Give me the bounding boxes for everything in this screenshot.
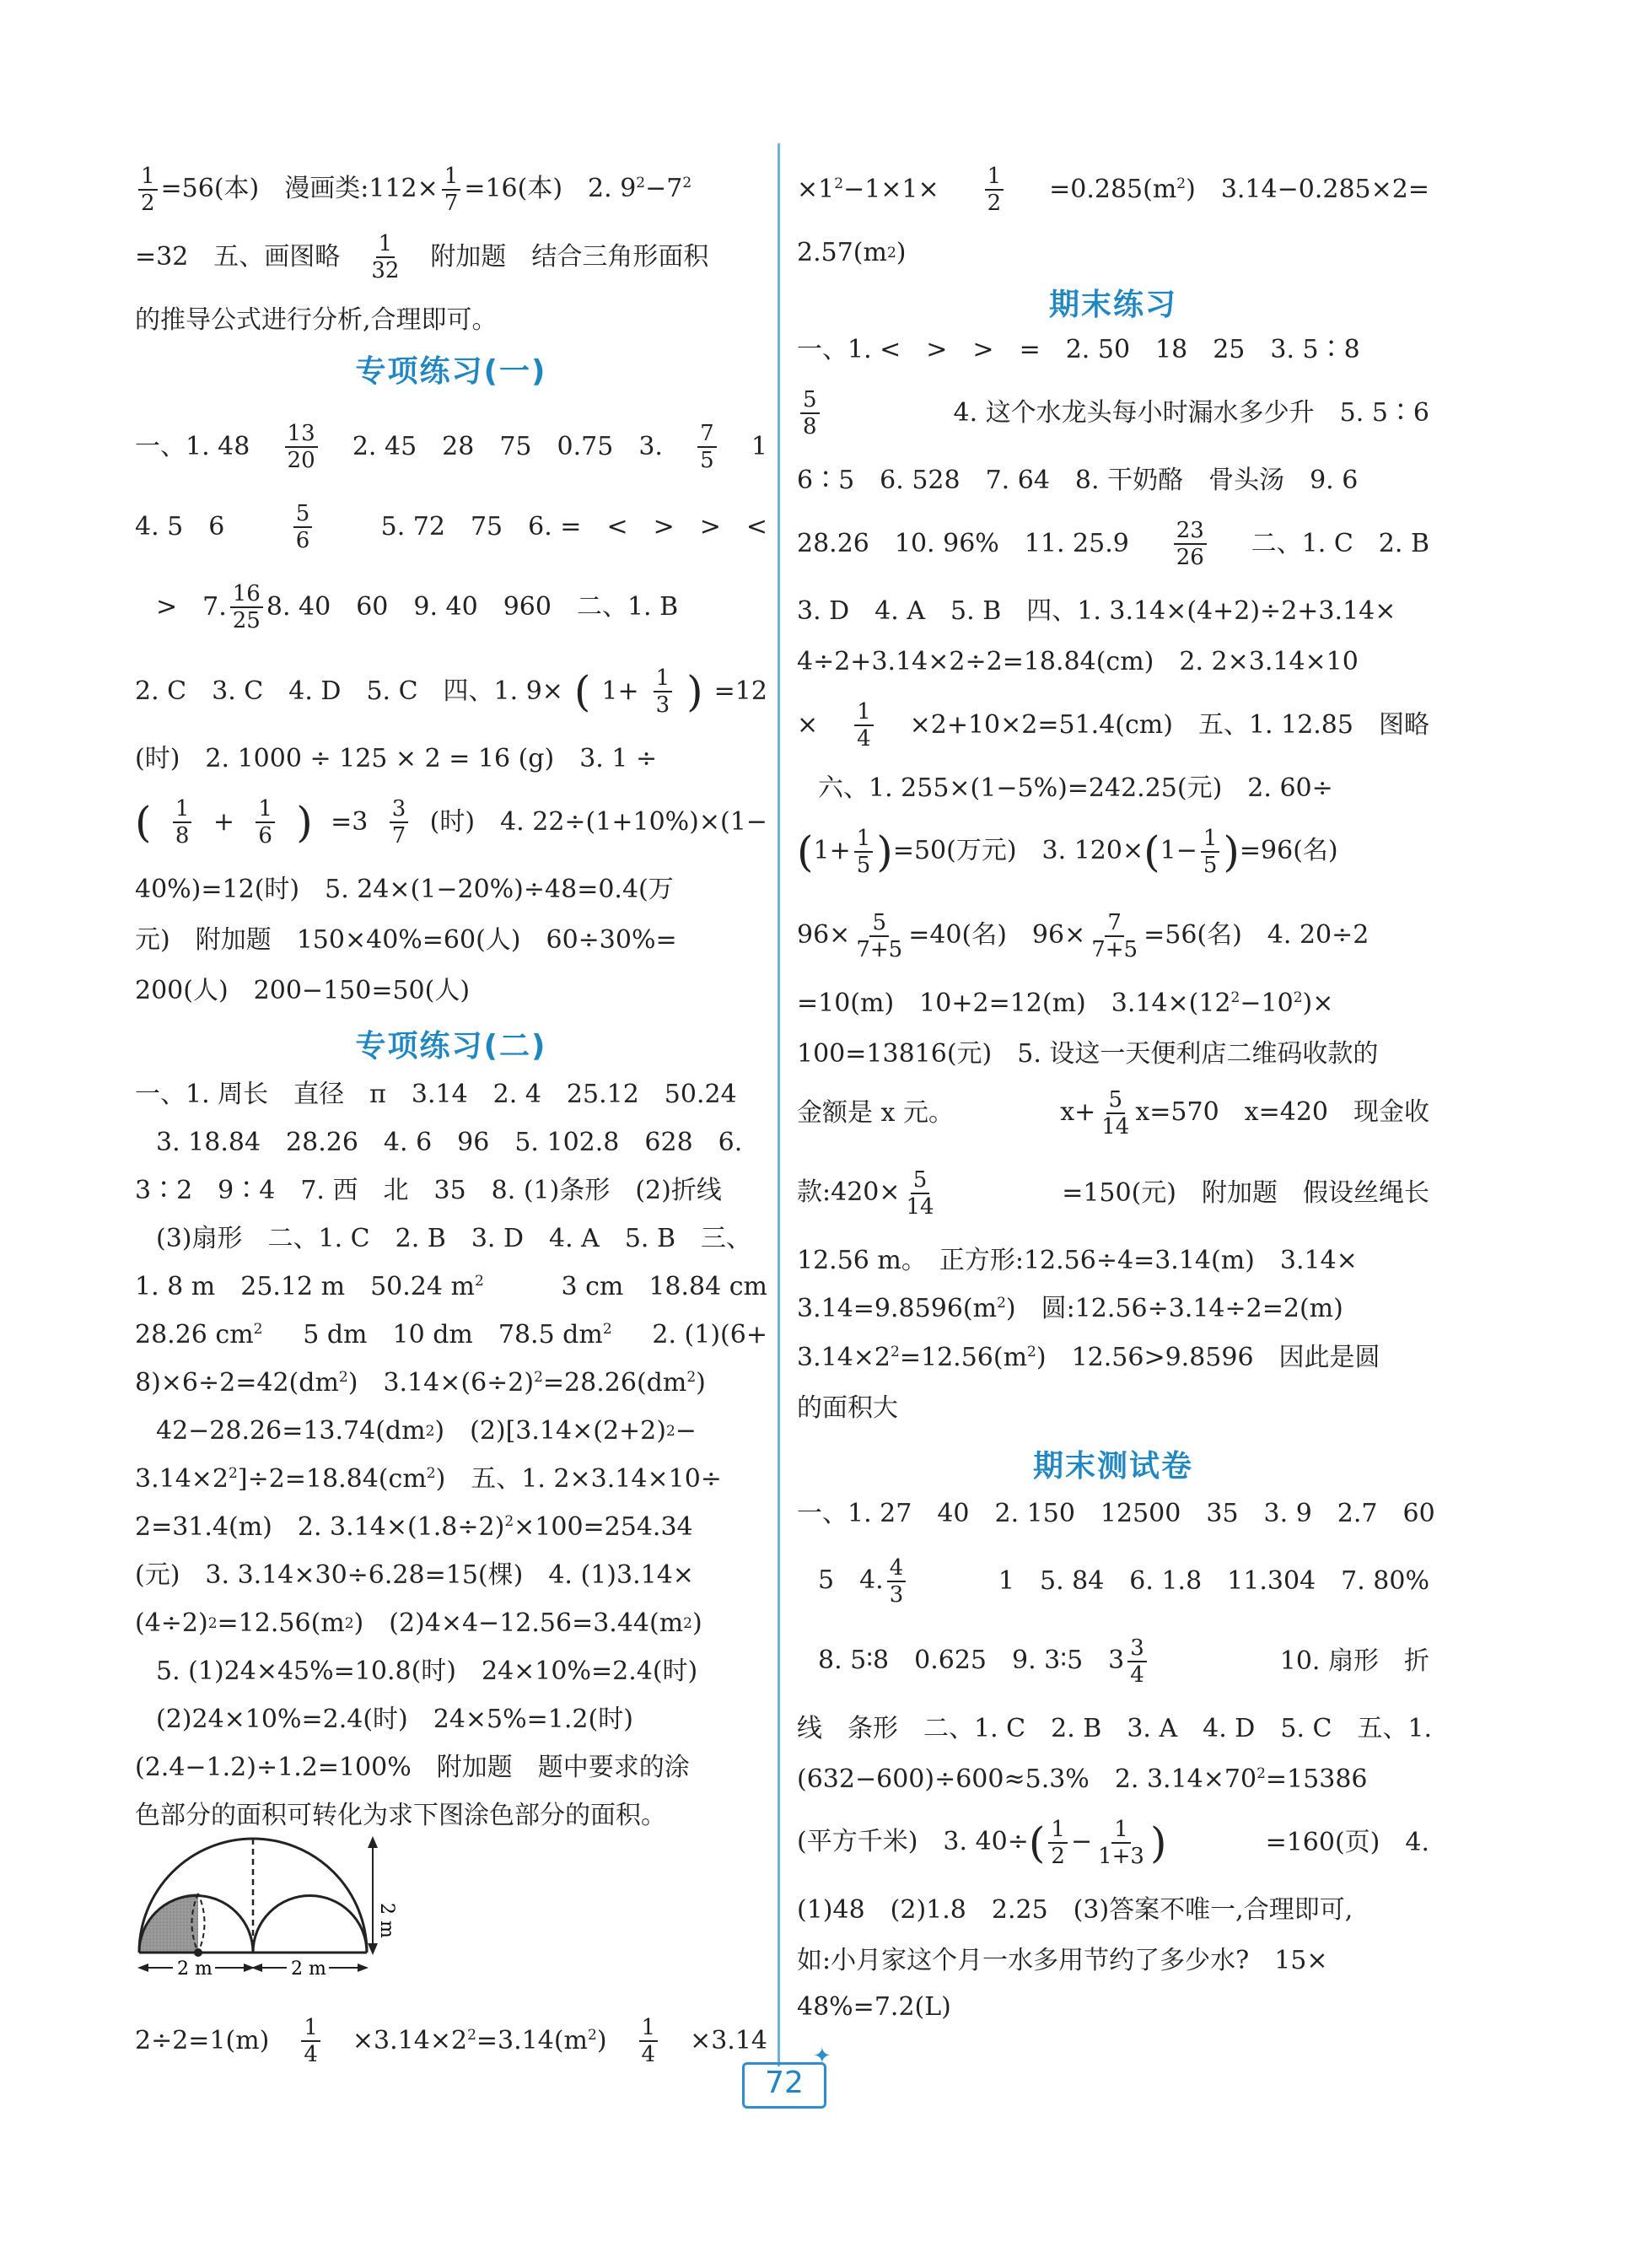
text-line: (2)24×10%=2.4(时) 24×5%=1.2(时) <box>156 1705 633 1734</box>
fraction: $\frac{3}{4}$ <box>1127 1635 1147 1688</box>
fraction: $\frac{1}{8}$ <box>173 796 192 848</box>
text-line: =32 五、画图略 $\frac{1}{32}$ 附加题 结合三角形面积 <box>135 231 709 283</box>
text-line: 款:420× $\frac{5}{14}$ =150(元) 附加题 假设丝绳长 <box>797 1167 1429 1220</box>
fraction: $\frac{7}{7+5}$ <box>1091 910 1138 962</box>
text-line: 一、1. 周长 直径 π 3.14 2. 4 25.12 50.24 <box>135 1080 737 1109</box>
fraction: $\frac{1}{6}$ <box>256 796 275 848</box>
text-line: 100=13816(元) 5. 设这一天便利店二维码收款的 <box>797 1039 1379 1069</box>
fraction: $\frac{1}{3}$ <box>654 665 673 718</box>
text-line: 96× $\frac{5}{7+5}$ =40(名) 96× $\frac{7}{7+5}$ =56(名) 4. 20÷2 <box>797 910 1369 962</box>
text-line: 3∶2 9∶4 7. 西 北 35 8. (1)条形 (2)折线 <box>135 1176 722 1205</box>
fraction: $\frac{1}{1+3}$ <box>1098 1817 1144 1869</box>
text-line: =10(m) 10+2=12(m) $3.14\times(12^2-10^2)\times$ <box>797 989 1334 1018</box>
semicircle-figure <box>135 1826 397 1980</box>
heading-special-1: 专项练习(一) <box>355 354 547 389</box>
text-line: 色部分的面积可转化为求下图涂色部分的面积。 <box>135 1801 666 1830</box>
text-line: 28.26 10. 96% 11. 25.9 $\frac{23}{26}$ 二、1. C 2. B <box>797 518 1429 570</box>
fraction: $\frac{1}{2}$ <box>1048 1817 1068 1869</box>
text-line: (平方千米) 3. 40÷( $\frac{1}{2}$ − $\frac{1}{1+3}$ ) =160(页) 4. <box>797 1817 1429 1869</box>
text-line: 3. 18.84 28.26 4. 6 96 5. 102.8 628 6. <box>156 1128 743 1157</box>
fraction: $\frac{1}{32}$ <box>371 231 400 283</box>
text-line: > 7. $\frac{16}{25}$ 8. 40 60 9. 40 960 二、1. B <box>156 581 679 633</box>
fraction: $\frac{5}{14}$ <box>1101 1087 1130 1139</box>
text-line: 元) 附加题 150×40%=60(人) 60÷30%= <box>135 925 677 955</box>
text-line: (3)扇形 二、1. C 2. B 3. D 4. A 5. B 三、 <box>156 1224 752 1253</box>
text-line: 2÷2=1(m) $\frac{1}{4}$ $\times 3.14\times 2^2=3.14(m^2)$ $\frac{1}{4}$ ×3.14 <box>135 2015 767 2067</box>
text-line: 48%=7.2(L) <box>797 1992 951 2022</box>
fraction: $\frac{4}{3}$ <box>887 1555 907 1608</box>
width-label-1: 2 m <box>177 1958 213 1980</box>
fraction: $\frac{1}{2}$ <box>138 164 158 216</box>
text-line: $3.14\times 2^2=12.56(m^2)$ 12.56>9.8596 因此是圆 <box>797 1343 1380 1372</box>
text-line: (1)48 (2)1.8 2.25 (3)答案不唯一,合理即可, <box>797 1895 1353 1925</box>
text-line: 的推导公式进行分析,合理即可。 <box>135 305 498 335</box>
text-line: $3.14\times 2^2]\div 2=18.84(cm^2)$ 五、1. 2×3.14×10÷ <box>135 1464 722 1494</box>
fraction: $\frac{16}{25}$ <box>230 581 263 633</box>
text-line: 2. C 3. C 4. D 5. C 四、1. 9× ( 1+ $\frac{1}{3}$ ) =12 <box>135 665 767 718</box>
text-line: 3. D 4. A 5. B 四、1. 3.14×(4+2)÷2+3.14× <box>797 596 1396 626</box>
column-divider <box>778 143 780 2066</box>
text-line: 金额是 x 元。 x+ $\frac{5}{14}$ x=570 x=420 现金收 <box>797 1087 1429 1139</box>
text-line: (2.4−1.2)÷1.2=100% 附加题 题中要求的涂 <box>135 1753 690 1782</box>
fraction: $\frac{5}{6}$ <box>293 501 313 553</box>
text-line: $8)\times 6\div 2=42(dm^2)$ $3.14\times(6\div 2)^2=28.26(dm^2)$ <box>135 1368 706 1398</box>
text-line: 4. 5 6 $\frac{5}{6}$ 5. 72 75 6. = < > > < <box>135 501 767 553</box>
sparkle-icon: ✦ <box>813 2044 831 2069</box>
text-line: 六、1. 255×(1−5%)=242.25(元) 2. 60÷ <box>818 773 1333 803</box>
text-line: (632−600)÷600≈5.3% 2. $3.14\times 70^2=15386$ <box>797 1764 1368 1794</box>
text-line: (1+ $\frac{1}{5}$ )=50(万元) 3. 120×(1− $\frac{1}{5}$ )=96(名) <box>797 826 1338 878</box>
text-line: (4÷2) 2 =12.56(m 2 ) (2)4×4−12.56=3.44(m 2 ) <box>135 1608 702 1638</box>
text-line: 6∶5 6. 528 7. 64 8. 干奶酪 骨头汤 9. 6 <box>797 466 1359 495</box>
text-line: 1. 8 m 25.12 m 50.24 $m^2$ 3 cm 18.84 cm <box>135 1272 767 1301</box>
fraction: $\frac{1}{7}$ <box>442 164 461 216</box>
fraction: $\frac{5}{14}$ <box>906 1167 934 1220</box>
fraction: $\frac{7}{5}$ <box>697 421 717 473</box>
text-line: 一、1. < > > = 2. 50 18 25 3. 5∶8 <box>797 335 1360 364</box>
fraction: $\frac{1}{4}$ <box>301 2015 320 2067</box>
fraction: $\frac{13}{20}$ <box>285 421 318 473</box>
text-line: 5. (1)24×45%=10.8(时) 24×10%=2.4(时) <box>156 1657 698 1686</box>
text-line: 如:小月家这个月一水多用节约了多少水? 15× <box>797 1946 1328 1975</box>
heading-final-practice: 期末练习 <box>1048 288 1177 322</box>
text-line: $\frac{5}{8}$ 4. 这个水龙头每小时漏水多少升 5. 5∶6 <box>797 388 1429 439</box>
text-line: 线 条形 二、1. C 2. B 3. A 4. D 5. C 五、1. <box>797 1714 1433 1743</box>
heading-special-2: 专项练习(二) <box>355 1029 547 1064</box>
text-line: ( $\frac{1}{8}$ + $\frac{1}{6}$ ) =3 $\frac{3}{7}$ (时) 4. 22÷(1+10%)×(1− <box>135 796 767 848</box>
text-line: $\times 1^2-1\times 1\times$ $\frac{1}{2}$ $=0.285(m^2)$ 3.14−0.285×2= <box>797 164 1429 216</box>
fraction: $\frac{1}{4}$ <box>854 699 874 751</box>
text-line: 8. 5∶8 0.625 9. 3∶5 3 $\frac{3}{4}$ 10. 扇形 折 <box>818 1635 1429 1688</box>
text-line: $\frac{1}{2}$ =56(本) 漫画类:112× $\frac{1}{7}$ =16(本) 2. $9^2-7^2$ <box>135 164 767 215</box>
width-label-2: 2 m <box>291 1958 326 1980</box>
text-line: 12.56 m。 正方形:12.56÷4=3.14(m) 3.14× <box>797 1246 1358 1275</box>
fraction: $\frac{23}{26}$ <box>1174 518 1207 570</box>
text-line: 5 4. $\frac{4}{3}$ 1 5. 84 6. 1.8 11.304 7. 80% <box>818 1555 1429 1608</box>
fraction: $\frac{3}{7}$ <box>390 796 409 848</box>
text-line: 40%)=12(时) 5. 24×(1−20%)÷48=0.4(万 <box>135 875 674 904</box>
text-line: 的面积大 <box>797 1393 898 1423</box>
fraction: $\frac{5}{8}$ <box>800 387 820 439</box>
text-line: 28.26 $cm^2$ 5 dm 10 dm 78.5 $dm^2$ 2. (1)(6+ <box>135 1320 767 1349</box>
text-line: 2.57(m 2 ) <box>797 238 907 267</box>
page-number <box>742 2044 831 2109</box>
text-line: $3.14=9.8596(m^2)$ 圆:12.56÷3.14÷2=2(m) <box>797 1294 1343 1323</box>
fraction: $\frac{1}{4}$ <box>639 2015 659 2067</box>
height-label: 2 m <box>376 1903 397 1938</box>
page-number-text: 72 <box>765 2066 804 2100</box>
fraction: $\frac{1}{5}$ <box>854 826 874 878</box>
text-line: × $\frac{1}{4}$ ×2+10×2=51.4(cm) 五、1. 12.85 图略 <box>797 699 1429 751</box>
fraction: $\frac{1}{2}$ <box>985 164 1004 216</box>
heading-final-test: 期末测试卷 <box>1032 1449 1193 1484</box>
fraction: $\frac{1}{5}$ <box>1201 826 1220 878</box>
text-line: 4÷2+3.14×2÷2=18.84(cm) 2. 2×3.14×10 <box>797 647 1359 676</box>
text-line: (元) 3. 3.14×30÷6.28=15(棵) 4. (1)3.14× <box>135 1560 694 1590</box>
text-line: 一、1. 48 $\frac{13}{20}$ 2. 45 28 75 0.75 3. $\frac{7}{5}$ 1 <box>135 421 767 473</box>
fraction: $\frac{5}{7+5}$ <box>856 910 903 962</box>
text-line: 200(人) 200−150=50(人) <box>135 976 471 1005</box>
text-line: 2=31.4(m) 2. $3.14\times(1.8\div 2)^2\times 100=254.34$ <box>135 1512 693 1542</box>
text-line: 一、1. 27 40 2. 150 12500 35 3. 9 2.7 60 <box>797 1499 1435 1528</box>
text-line: (时) 2. 1000 ÷ 125 × 2 = 16 (g) 3. 1 ÷ <box>135 744 658 773</box>
text-line: 42−28.26=13.74(dm 2 ) (2)[3.14×(2+2) 2 − <box>156 1416 697 1446</box>
